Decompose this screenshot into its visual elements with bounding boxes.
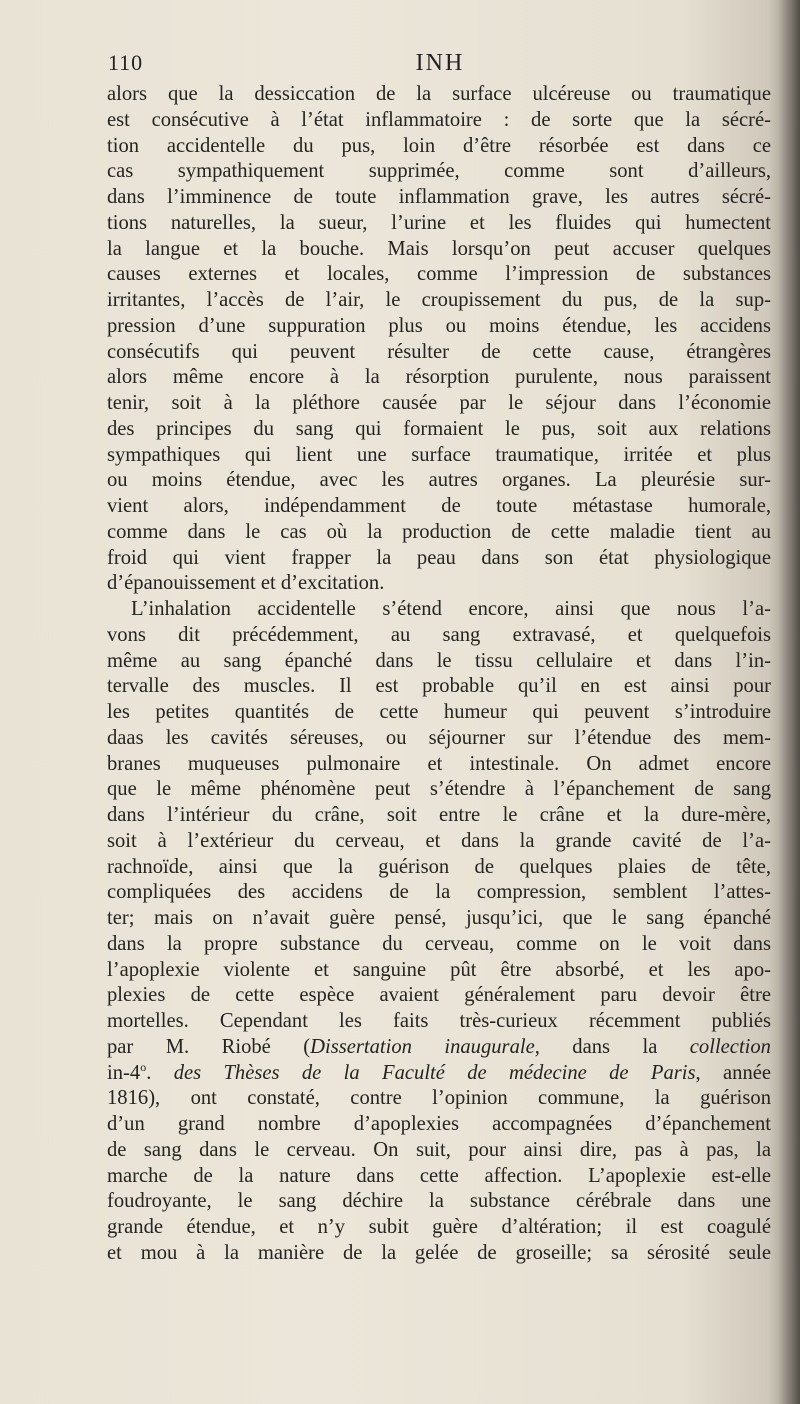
text-line: 1816), ont constaté, contre l’opinion commune, la guérison — [107, 1087, 771, 1110]
text-line: l’apoplexie violente et sanguine pût être absorbé, et les apo- — [107, 958, 771, 981]
text-line: froid qui vient frapper la peau dans son état physiologique — [107, 546, 771, 569]
text-line: d’un grand nombre d’apoplexies accompagnées d’épanchement — [107, 1113, 771, 1135]
text-line: ou moins étendue, avec les autres organes. La pleurésie sur- — [107, 469, 771, 492]
text-line: plexies de cette espèce avaient généralement paru devoir être — [107, 984, 771, 1007]
text-line: ter; mais on n’avait guère pensé, jusqu’ici, que le sang épanché — [107, 907, 771, 929]
text-line: et mou à la manière de la gelée de groseille; sa sérosité seule — [107, 1241, 771, 1264]
text-line: est consécutive à l’état inflammatoire : de sorte que la sécré- — [107, 108, 771, 131]
text-line: tion accidentelle du pus, loin d’être résorbée est dans ce — [107, 134, 771, 157]
citation-connector: , dans la — [534, 1035, 690, 1058]
body-text — [107, 82, 771, 1267]
text-line: consécutifs qui peuvent résulter de cette cause, étrangères — [107, 340, 771, 363]
citation-author: par M. Riobé ( — [107, 1035, 311, 1058]
citation-format: in-4 — [107, 1061, 141, 1084]
text-line: alors même encore à la résorption purulente, nous paraissent — [107, 366, 771, 389]
text-line: les petites quantités de cette humeur qui peuvent s’introduire — [107, 701, 771, 723]
text-line: marche de la nature dans cette affection. L’apoplexie est-elle — [107, 1164, 771, 1187]
text-line: tervalle des muscles. Il est probable qu’il en est ainsi pour — [107, 675, 771, 698]
text-line: grande étendue, et n’y subit guère d’altération; il est coagulé — [107, 1216, 771, 1238]
text-line: pression d’une suppuration plus ou moins étendue, les accidens — [107, 314, 771, 337]
page-header — [108, 50, 772, 82]
text-line: foudroyante, le sang déchire la substance cérébrale dans une — [107, 1190, 771, 1213]
citation-format-superscript: o — [140, 1060, 147, 1074]
text-line: vient alors, indépendamment de toute métastase humorale, — [107, 495, 771, 517]
text-line: tenir, soit à la pléthore causée par le séjour dans l’économie — [107, 392, 771, 414]
text-line: comme dans le cas où la production de cette maladie tient au — [107, 520, 771, 543]
text-line: daas les cavités séreuses, ou séjourner sur l’étendue des mem- — [107, 726, 771, 749]
paragraph-start-line: L’inhalation accidentelle s’étend encore, ainsi que nous l’a- — [131, 598, 771, 620]
citation-collection: collection — [689, 1035, 771, 1058]
text-line: dans l’intérieur du crâne, soit entre le crâne et la dure-mère, — [107, 804, 771, 826]
text-line: rachnoïde, ainsi que la guérison de quelques plaies de tête, — [107, 855, 771, 878]
text-line: la langue et la bouche. Mais lorsqu’on peut accuser quelques — [107, 237, 771, 260]
citation-year-label: , année — [695, 1061, 771, 1084]
page-edge-shadow — [778, 0, 800, 1404]
text-line: causes externes et locales, comme l’impression de substances — [107, 263, 771, 286]
text-line: mortelles. Cependant les faits très-curieux récemment publiés — [107, 1010, 771, 1032]
text-line: irritantes, l’accès de l’air, le croupissement du pus, de la sup- — [107, 289, 771, 311]
text-line-citation — [107, 1035, 771, 1061]
text-line: cas sympathiquement supprimée, comme sont d’ailleurs, — [107, 160, 771, 183]
text-line: même au sang épanché dans le tissu cellulaire et dans l’in- — [107, 649, 771, 672]
text-line: vons dit précédemment, au sang extravasé, et quelquefois — [107, 623, 771, 646]
text-line: alors que la dessiccation de la surface ulcéreuse ou traumatique — [107, 83, 771, 105]
paragraph-end-line: d’épanouissement et d’excitation. — [107, 572, 385, 595]
text-line: dans la propre substance du cerveau, comme on le voit dans — [107, 932, 771, 955]
text-line: sympathiques qui lient une surface traumatique, irritée et plus — [107, 443, 771, 466]
text-line: que le même phénomène peut s’étendre à l’épanchement de sang — [107, 778, 771, 801]
running-head: INH — [415, 50, 465, 76]
text-line: des principes du sang qui formaient le pus, soit aux relations — [107, 417, 771, 440]
page-number: 110 — [108, 50, 144, 75]
text-line: dans l’imminence de toute inflammation grave, les autres sécré- — [107, 186, 771, 208]
text-line: de sang dans le cerveau. On suit, pour ainsi dire, pas à pas, la — [107, 1138, 771, 1161]
text-line-citation — [107, 1061, 771, 1087]
citation-series: des Thèses de la Faculté de médecine de Paris — [173, 1061, 696, 1084]
text-line: branes muqueuses pulmonaire et intestinale. On admet encore — [107, 752, 771, 775]
text-line: soit à l’extérieur du cerveau, et dans la grande cavité de l’a- — [107, 829, 771, 852]
text-line: compliquées des accidens de la compression, semblent l’attes- — [107, 881, 771, 904]
citation-punct: . — [146, 1061, 174, 1084]
citation-title: Dissertation inaugurale — [310, 1035, 535, 1058]
text-line: tions naturelles, la sueur, l’urine et les fluides qui humectent — [107, 211, 771, 234]
